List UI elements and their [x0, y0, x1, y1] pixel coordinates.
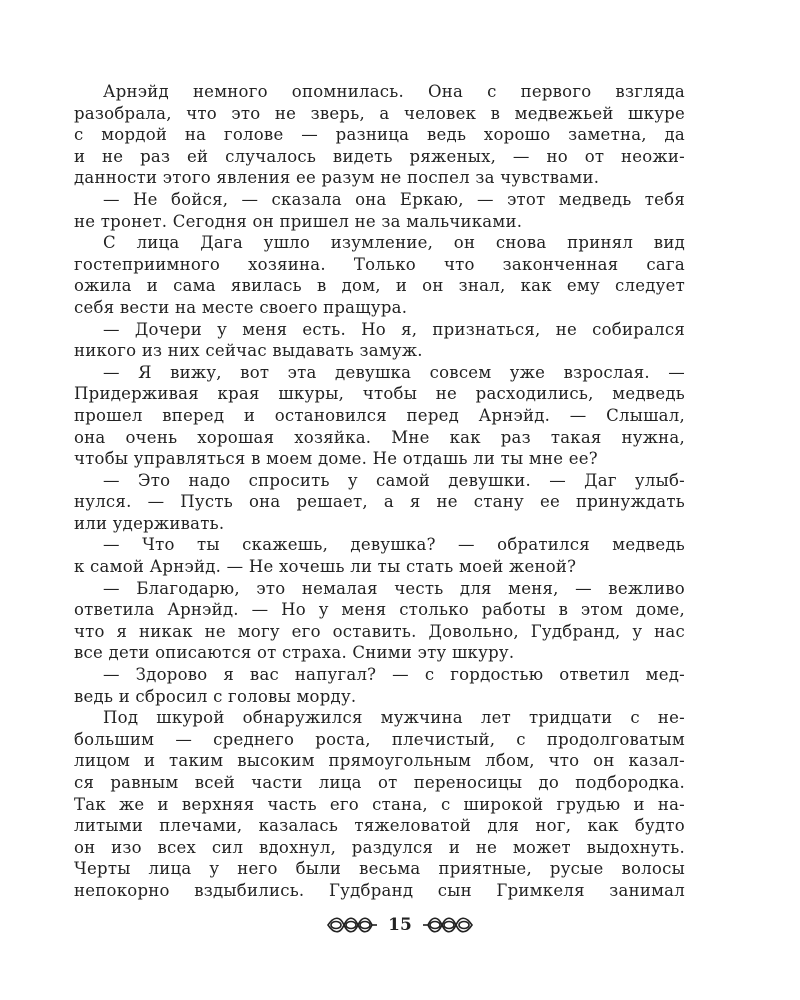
- text-line: С лица Дага ушло изумление, он снова принял вид: [103, 233, 685, 253]
- page-footer: [0, 911, 800, 939]
- text-line: ся равным всей части лица от переносицы до подбородка.: [74, 773, 685, 792]
- text-line: или удерживать.: [74, 513, 225, 533]
- text-line: большим — среднего роста, плечистый, с продолговатым: [74, 729, 685, 749]
- text-line: лицом и таким высоким прямоугольным лбом, что он казал-: [74, 751, 685, 771]
- text-line: она очень хорошая хозяйка. Мне как раз такая нужна,: [74, 427, 685, 447]
- text-line: разобрала, что это не зверь, а человек в медвежьей шкуре: [74, 103, 685, 123]
- knot-ornament-icon: [422, 914, 474, 936]
- page-body: [74, 81, 685, 902]
- text-line: — Не бойся, — сказала она Еркаю, — этот медведь тебя: [103, 189, 685, 209]
- text-line: — Дочери у меня есть. Но я, признаться, не собирался: [103, 319, 685, 339]
- text-line: к самой Арнэйд. — Не хочешь ли ты стать моей женой?: [74, 557, 577, 577]
- text-line: Придерживая края шкуры, чтобы не расходились, медведь: [74, 384, 685, 404]
- text-line: Под шкурой обнаружился мужчина лет тридцати с не-: [103, 708, 685, 728]
- text-line: чтобы управляться в моем доме. Не отдашь ли ты мне ее?: [74, 449, 598, 469]
- text-line: нулся. — Пусть она решает, а я не стану ее принуждать: [74, 492, 685, 512]
- text-line: ответила Арнэйд. — Но у меня столько работы в этом доме,: [74, 600, 685, 620]
- text-line: данности этого явления ее разум не поспел за чувствами.: [74, 168, 600, 188]
- text-line: что я никак не могу его оставить. Довольно, Гудбранд, у нас: [74, 621, 685, 641]
- text-line: непокорно вздыбились. Гудбранд сын Гримкеля занимал: [74, 880, 685, 900]
- text-line: с мордой на голове — разница ведь хорошо заметна, да: [74, 125, 685, 145]
- text-line: — Это надо спросить у самой девушки. — Даг улыб-: [103, 470, 685, 490]
- text-line: не тронет. Сегодня он пришел не за мальчиками.: [74, 211, 523, 231]
- text-line: все дети описаются от страха. Сними эту шкуру.: [74, 643, 515, 663]
- text-line: — Благодарю, это немалая честь для меня, — вежливо: [103, 578, 685, 598]
- text-line: Черты лица у него были весьма приятные, русые волосы: [74, 859, 685, 879]
- text-line: — Что ты скажешь, девушка? — обратился медведь: [103, 535, 685, 555]
- text-line: и не раз ей случалось видеть ряженых, — но от неожи-: [74, 146, 685, 166]
- text-line: ведь и сбросил с головы морду.: [74, 686, 357, 706]
- text-line: ожила и сама явилась в дом, и он знал, как ему следует: [74, 276, 685, 296]
- text-line: Арнэйд немного опомнилась. Она с первого взгляда: [103, 82, 685, 101]
- text-line: Так же и верхняя часть его стана, с широкой грудью и на-: [74, 794, 685, 814]
- page-number: 15: [388, 915, 412, 935]
- text-line: себя вести на месте своего пращура.: [74, 297, 408, 317]
- text-line: — Я вижу, вот эта девушка совсем уже взрослая. —: [103, 362, 685, 382]
- text-line: гостеприимного хозяина. Только что законченная сага: [74, 254, 685, 274]
- text-line: прошел вперед и остановился перед Арнэйд. — Слышал,: [74, 405, 685, 425]
- text-line: литыми плечами, казалась тяжеловатой для ног, как будто: [74, 816, 685, 836]
- knot-ornament-icon: [326, 914, 378, 936]
- text-line: — Здорово я вас напугал? — с гордостью ответил мед-: [103, 665, 685, 685]
- text-line: он изо всех сил вдохнул, раздулся и не может выдохнуть.: [74, 837, 685, 857]
- text-line: никого из них сейчас выдавать замуж.: [74, 341, 423, 361]
